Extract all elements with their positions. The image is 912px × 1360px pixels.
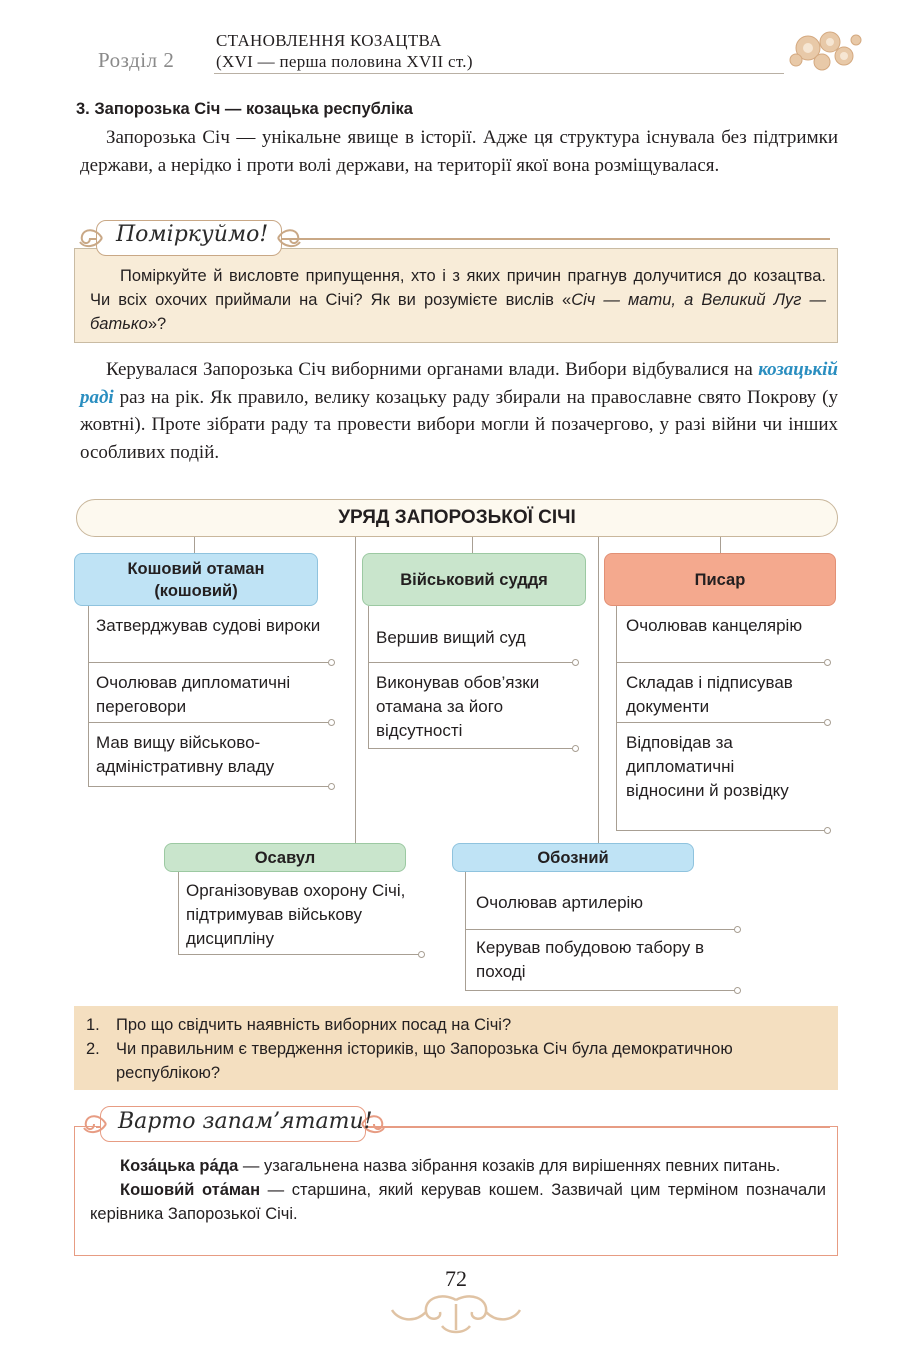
koshovyi-duty-rail (88, 606, 89, 786)
duty-dot (734, 926, 741, 933)
duty-divider (465, 990, 735, 991)
duty-divider (465, 929, 735, 930)
duty-divider (616, 722, 824, 723)
duty-dot (418, 951, 425, 958)
pysar-box: Писар (604, 553, 836, 606)
term-1: Коза́цька ра́да (120, 1157, 239, 1175)
duty-dot (734, 987, 741, 994)
connector-osavul (355, 537, 356, 843)
definition-1 (90, 1154, 826, 1178)
duty-dot (328, 783, 335, 790)
duty-dot (824, 827, 831, 834)
oboznyi-box: Обозний (452, 843, 694, 872)
duty-divider (368, 662, 572, 663)
connector-oboznyi (598, 537, 599, 843)
duty-dot (328, 659, 335, 666)
chapter-title-line1: СТАНОВЛЕННЯ КОЗАЦТВА (216, 31, 442, 50)
remember-label: Варто запам’ятати! (118, 1109, 373, 1134)
duty-divider (368, 748, 572, 749)
question-number: 1. (86, 1016, 100, 1034)
footer-ornament-icon (386, 1290, 526, 1336)
koshovyi-duty-2: Очолював дипломатичні переговори (96, 673, 291, 716)
suddia-duty-2: Виконував обов’язки отамана за його відсутності (376, 673, 540, 740)
def-2: — старшина, який керував кошем. Зазвичай цим терміном позначали керівника Запорозької Січі. (90, 1181, 826, 1223)
connector (720, 537, 721, 553)
connector (194, 537, 195, 553)
page-number: 72 (445, 1266, 467, 1291)
osavul-box: Осавул (164, 843, 406, 872)
think-label: Поміркуймо! (116, 222, 269, 247)
question-number: 2. (86, 1040, 100, 1058)
duty-dot (824, 659, 831, 666)
duty-dot (328, 719, 335, 726)
suddia-duty-1: Вершив вищий суд (376, 628, 526, 647)
question-item (86, 1013, 834, 1037)
koshovyi-otaman-box (74, 553, 318, 606)
scroll-ornament-left-icon (80, 1110, 108, 1138)
question-text: Про що свідчить наявність виборних посад на Січі? (116, 1016, 512, 1034)
duty-divider (88, 662, 328, 663)
osavul-duty-rail (178, 872, 179, 954)
chapter-title-line2: (XVI — перша половина XVII ст.) (216, 52, 473, 71)
suddia-duty-rail (368, 606, 369, 748)
connector (472, 537, 473, 553)
question-text: Чи правильним є твердження істориків, що Запорозька Січ була демократичною республікою? (116, 1040, 733, 1082)
oboznyi-duty-1: Очолював артилерію (476, 893, 644, 912)
oboznyi-duty-2: Керував побудовою табору в поході (476, 938, 705, 981)
floral-ornament-icon (778, 20, 868, 80)
duty-dot (572, 659, 579, 666)
duty-divider (178, 954, 418, 955)
p2-before: Керувалася Запорозька Січ виборними органами влади. Вибори відбувалися на (106, 359, 759, 380)
duty-dot (824, 719, 831, 726)
think-quote: Січ — мати, а Великий Луг — батько (90, 291, 826, 333)
definition-2 (90, 1178, 826, 1226)
koshovyi-line1: Кошовий отаман (127, 559, 265, 578)
think-text (90, 264, 826, 336)
section-heading: 3. Запорозька Січ — козацька республіка (76, 100, 413, 118)
scroll-ornament-right-icon (276, 224, 304, 252)
koshovyi-line2: (кошовий) (154, 581, 238, 600)
duty-divider (616, 830, 824, 831)
pysar-duty-1: Очолював канцелярію (626, 616, 803, 635)
duty-divider (88, 722, 328, 723)
chapter-title (216, 30, 473, 72)
koshovyi-duty-3: Мав вищу військово-адміністративну владу (96, 733, 275, 776)
pysar-duty-rail (616, 606, 617, 830)
question-item (86, 1037, 834, 1085)
viiskovyi-suddia-box: Військовий суддя (362, 553, 586, 606)
duty-divider (616, 662, 824, 663)
duty-divider (88, 786, 328, 787)
pysar-duty-3: Відповідав за дипломатичні відносини й розвідку (626, 733, 789, 800)
osavul-duty-1: Організовував охорону Січі, підтримував військову дисципліну (186, 881, 406, 948)
duty-dot (572, 745, 579, 752)
header-rule (214, 73, 784, 74)
intro-paragraph: Запорозька Січ — унікальне явище в історії. Адже ця структура існувала без підтримки держави, а нерідко і проти волі держави, на території якої вона розміщувалася. (80, 127, 838, 176)
think-text-start: Поміркуйте й висловте припущення, хто і з яких причин прагнув долучитися до козацтва. Чи всіх охочих приймали на Січі? Як ви розумієте вислів « (90, 267, 826, 309)
scroll-ornament-left-icon (76, 224, 104, 252)
governance-paragraph (80, 356, 838, 466)
questions-list (86, 1013, 834, 1085)
diagram-title: УРЯД ЗАПОРОЗЬКОЇ СІЧІ (76, 499, 838, 537)
section-label: Розділ 2 (98, 48, 175, 72)
term-2: Кошови́й ота́ман (120, 1181, 261, 1199)
p2-after: раз на рік. Як правило, велику козацьку раду збирали на православне свято Покрову (у жовтні). Проте зібрати раду та провести вибори могли й позачергово, у разі війни чи інших особливих подій. (80, 386, 838, 463)
remember-text (90, 1154, 826, 1226)
koshovyi-duty-1: Затверджував судові вироки (96, 616, 321, 635)
think-text-end: »? (147, 315, 167, 333)
oboznyi-duty-rail (465, 872, 466, 990)
kozatska-rada-term: козацькій раді (80, 359, 838, 408)
pysar-duty-2: Складав і підписував документи (626, 673, 793, 716)
def-1: — узагальнена назва зібрання козаків для вирішеннях певних питань. (238, 1157, 781, 1175)
